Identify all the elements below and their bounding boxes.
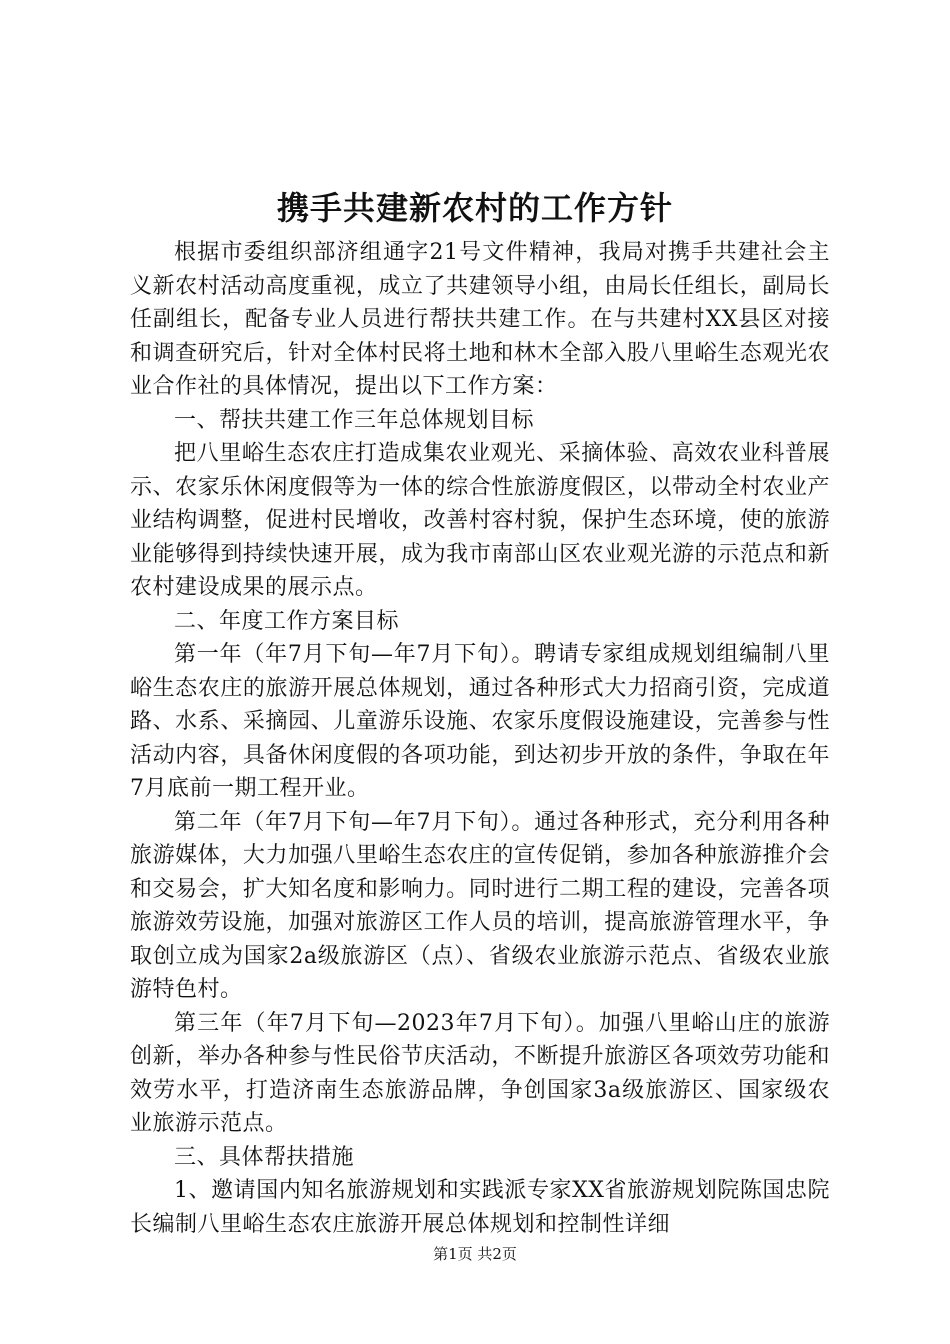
paragraph-year-2: 第二年（年7月下旬—年7月下旬）。通过各种形式，充分利用各种旅游媒体，大力加强八里峪生态农庄的宣传促销，参加各种旅游推介会和交易会，扩大知名度和影响力。同时进行二期工程的建设，完善各项旅游效劳设施，加强对旅游区工作人员的培训，提高旅游管理水平，争取创立成为国家2a级旅游区（点）、省级农业旅游示范点、省级农业旅游特色村。 [130,809,830,1002]
paragraph-year-1: 第一年（年7月下旬—年7月下旬）。聘请专家组成规划组编制八里峪生态农庄的旅游开展总体规划，通过各种形式大力招商引资，完成道路、水系、采摘园、儿童游乐设施、农家乐度假设施建设，完善参与性活动内容，具备休闲度假的各项功能，到达初步开放的条件，争取在年7月底前一期工程开业。 [130,642,830,801]
paragraph-section-1: 把八里峪生态农庄打造成集农业观光、采摘体验、高效农业科普展示、农家乐休闲度假等为一体的综合性旅游度假区，以带动全村农业产业结构调整，促进村民增收，改善村容村貌，保护生态环境，使的旅游业能够得到持续快速开展，成为我市南部山区农业观光游的示范点和新农村建设成果的展示点。 [130,441,830,600]
document-body [130,236,830,1241]
heading-section-1: 一、帮扶共建工作三年总体规划目标 [174,407,535,433]
document-title: 携手共建新农村的工作方针 [276,189,673,227]
page-number-footer: 第1页 共2页 [433,1245,517,1263]
paragraph-measure-1: 1、邀请国内知名旅游规划和实践派专家XX省旅游规划院陈国忠院长编制八里峪生态农庄旅游开展总体规划和控制性详细 [130,1178,830,1237]
heading-section-3: 三、具体帮扶措施 [174,1144,355,1170]
paragraph-intro: 根据市委组织部济组通字21号文件精神，我局对携手共建社会主义新农村活动高度重视，成立了共建领导小组，由局长任组长，副局长任副组长，配备专业人员进行帮扶共建工作。在与共建村XX县区对接和调查研究后，针对全体村民将土地和林木全部入股八里峪生态观光农业合作社的具体情况，提出以下工作方案： [130,240,830,399]
heading-section-2: 二、年度工作方案目标 [174,608,400,634]
paragraph-year-3: 第三年（年7月下旬—2023年7月下旬）。加强八里峪山庄的旅游创新，举办各种参与性民俗节庆活动，不断提升旅游区各项效劳功能和效劳水平，打造济南生态旅游品牌，争创国家3a级旅游区、国家级农业旅游示范点。 [130,1010,830,1136]
